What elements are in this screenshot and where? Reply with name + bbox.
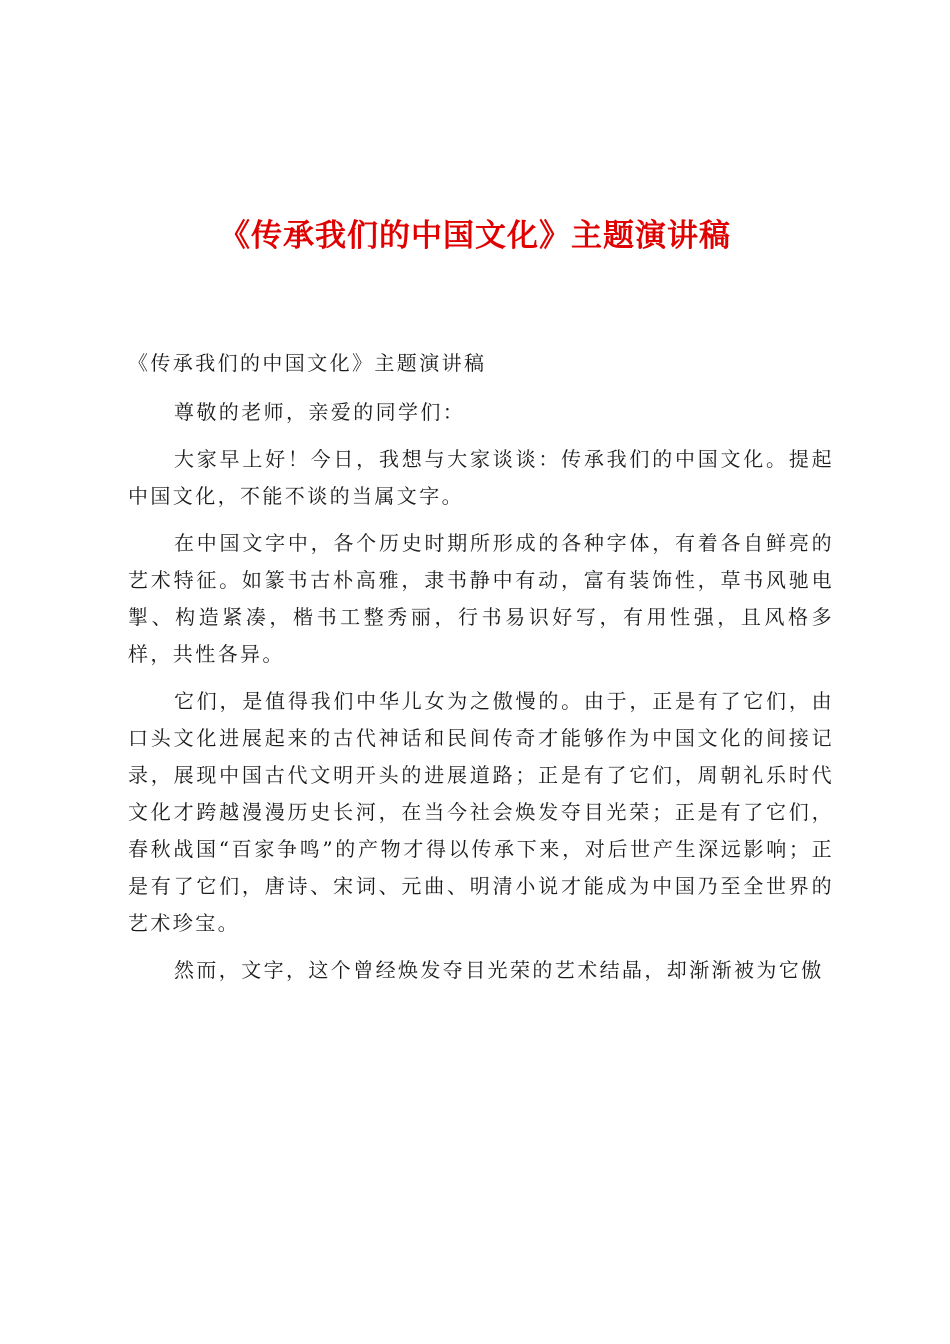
document-subtitle: 《传承我们的中国文化》主题演讲稿 [128, 351, 487, 375]
paragraph-4: 然而，文字，这个曾经焕发夺目光荣的艺术结晶，却渐渐被为它傲 [174, 958, 824, 982]
document-body [128, 345, 834, 999]
paragraph-3: 它们，是值得我们中华儿女为之傲慢的。由于，正是有了它们，由口头文化进展起来的古代神话和民间传奇才能够作为中国文化的间接记录，展现中国古代文明开头的进展道路；正是有了它们，周朝礼乐时代文化才跨越漫漫历史长河，在当今社会焕发夺目光荣；正是有了它们，春秋战国“百家争鸣”的产物才得以传承下来，对后世产生深远影响；正是有了它们，唐诗、宋词、元曲、明清小说才能成为中国乃至全世界的艺术珍宝。 [128, 689, 834, 935]
paragraph-1: 大家早上好！今日，我想与大家谈谈：传承我们的中国文化。提起中国文化，不能不谈的当属文字。 [128, 447, 834, 508]
document-title: 《传承我们的中国文化》主题演讲稿 [219, 218, 731, 254]
paragraph-2: 在中国文字中，各个历史时期所形成的各种字体，有着各自鲜亮的艺术特征。如篆书古朴高雅，隶书静中有动，富有装饰性，草书风驰电掣、构造紧凑，楷书工整秀丽，行书易识好写，有用性强，且风格多样，共性各异。 [128, 531, 834, 666]
salutation: 尊敬的老师，亲爱的同学们： [174, 400, 466, 424]
